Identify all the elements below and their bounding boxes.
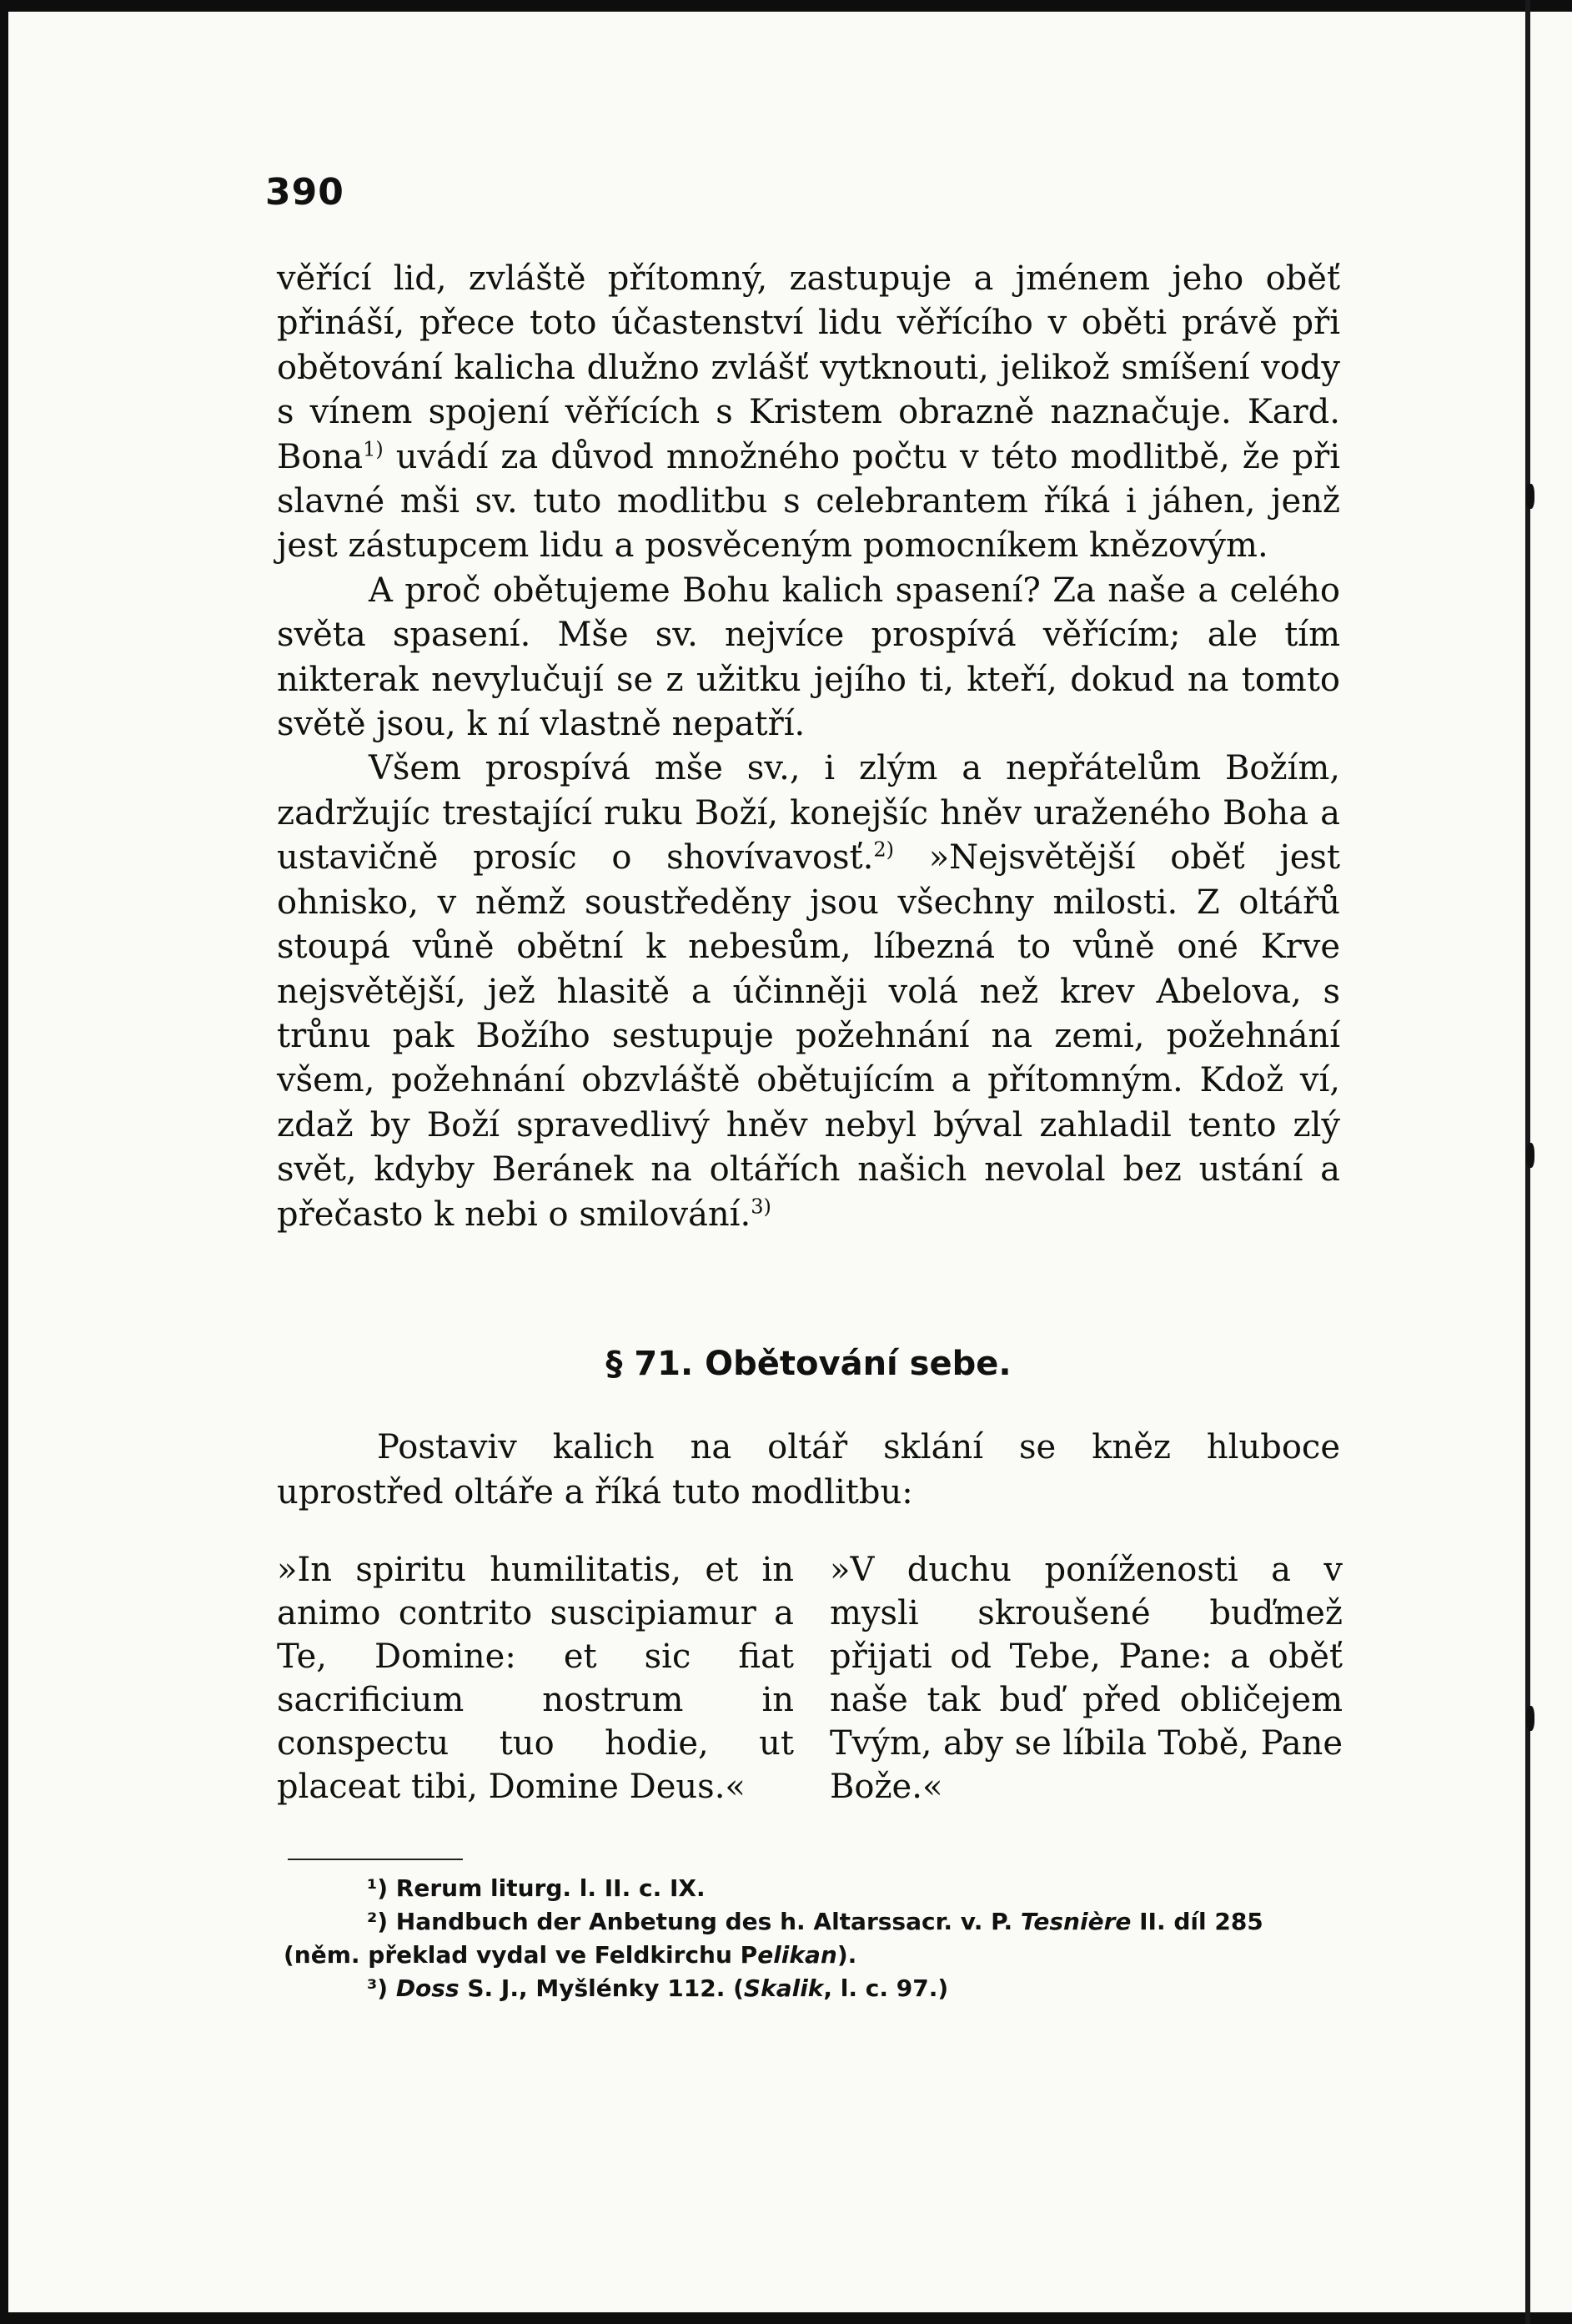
footnote-ref: 1): [363, 437, 384, 461]
czech-prayer: »V duchu poníženosti a v mysli skroušené buďmež přijati od Tebe, Pane: a oběť naše tak buď před obličejem Tvým, aby se líbila Tobě, Pane Bože.«: [830, 1551, 1343, 1806]
body-text: [277, 257, 1340, 1237]
footnote-text: II. díl 285: [1139, 1908, 1263, 1935]
footnote-editor: Skalik: [743, 1974, 824, 2002]
scan-border-left: [0, 0, 8, 2324]
footnote-author: Tesnière: [1020, 1908, 1132, 1935]
paragraph-text: »Nejsvětější oběť jest ohnisko, v němž soustředěny jsou všechny milosti. Z oltářů stoupá vůně obětní k nebesům, líbezná to vůně oné Krve nejsvětější, jež hlasitě a účinněji volá než krev Abelova, s trůnu pak Božího sestupuje požehnání na zemi, požehnání všem, požehnání obzvláště obětujícím a přítomným. Kdož ví, zdaž by Boží spravedlivý hněv nebyl býval zahladil tento zlý svět, kdyby Beránek na oltářích našich nevolal bez ustání a přečasto k nebi o smilování.: [277, 838, 1340, 1234]
scan-border-top: [0, 0, 1572, 12]
paragraph-text: uvádí za důvod množného počtu v této modlitbě, že při slavné mši sv. tuto modlitbu s celebrantem říká i jáhen, jenž jest zástupcem lidu a posvěceným pomocníkem knězovým.: [277, 437, 1340, 566]
scan-mark: [1526, 484, 1534, 509]
footnote-text: ³): [367, 1974, 389, 2002]
footnote-text: (něm. překlad vydal ve Feldkirchu P: [284, 1941, 758, 1969]
footnote-text: ²) Handbuch der Anbetung des h. Altarssacr. v. P.: [367, 1908, 1013, 1935]
scan-mark: [1526, 1706, 1534, 1731]
footnote-editor: elikan: [757, 1941, 837, 1969]
footnote-text: ).: [836, 1941, 857, 1969]
section-title: § 71. Obětování sebe.: [605, 1345, 1012, 1383]
paragraph-text: Všem prospívá mše sv., i zlým a nepřátelům Božím, zadržujíc trestající ruku Boží, konejšíc hněv uraženého Boha a ustavičně prosíc o shovívavosť.: [277, 749, 1340, 878]
footnote-ref: 3): [751, 1195, 771, 1219]
paragraph-text: věřící lid, zvláště přítomný, zastupuje a jménem jeho oběť přináší, přece toto účastenství lidu věřícího v oběti právě při obětování kalicha dlužno zvlášť vytknouti, jelikož smíšení vody s vínem spojení věřících s Kristem obrazně naznačuje. Kard. Bona: [277, 259, 1340, 476]
intro-paragraph: Postaviv kalich na oltář sklání se kněz hluboce uprostřed oltáře a říká tuto modlitbu:: [277, 1428, 1340, 1512]
footnote-3: [284, 1972, 1347, 2005]
footnote-author: Doss: [395, 1974, 460, 2002]
paragraph: [277, 257, 1340, 569]
page-number: 390: [265, 171, 344, 214]
scan-border-bottom: [0, 2312, 1572, 2324]
footnote-text: S. J., Myšlénky 112. (: [467, 1974, 744, 2002]
footnote-2-continued: [284, 1939, 1347, 1972]
paragraph: [277, 747, 1340, 1236]
latin-prayer: »In spiritu humilitatis, et in animo contrito suscipiamur a Te, Domine: et sic fiat sacrificium nostrum in conspectu tuo hodie, ut placeat tibi, Domine Deus.«: [277, 1551, 794, 1806]
footnote-2: [284, 1905, 1347, 1939]
footnote-1: ¹) Rerum liturg. l. II. c. IX.: [367, 1874, 706, 1902]
paragraph: A proč obětujeme Bohu kalich spasení? Za naše a celého světa spasení. Mše sv. nejvíce prospívá věřícím; ale tím nikterak nevylučují se z užitku jejího ti, kteří, dokud na tomto světě jsou, k ní vlastně nepatří.: [277, 571, 1340, 744]
footnote-ref: 2): [873, 838, 894, 862]
footnotes: [284, 1872, 1347, 2005]
scan-mark: [1526, 1143, 1534, 1168]
footnote-divider: [288, 1859, 463, 1860]
footnote-text: , l. c. 97.): [823, 1974, 949, 2002]
